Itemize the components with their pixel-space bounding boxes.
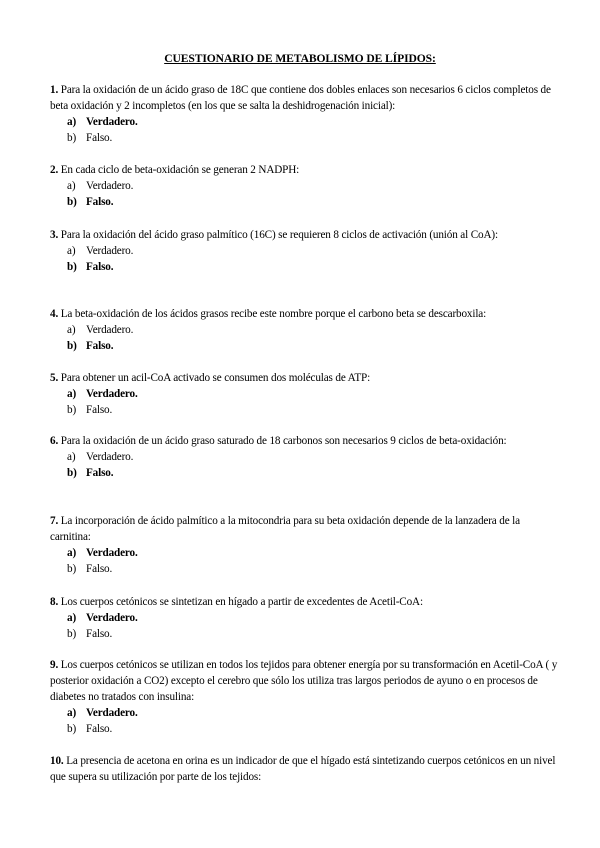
option-b: b) Falso. (67, 132, 113, 144)
question-number: 10. (50, 755, 64, 767)
question-9 (50, 657, 560, 737)
option-a: a) Verdadero. (67, 180, 134, 192)
option-a: a) Verdadero. (67, 707, 138, 719)
option-b: b) Falso. (67, 340, 114, 352)
option-b: b) Falso. (67, 196, 114, 208)
page-title: CUESTIONARIO DE METABOLISMO DE LÍPIDOS: (164, 52, 436, 65)
option-a: a) Verdadero. (67, 451, 134, 463)
question-number: 6. (50, 435, 59, 447)
option-b: b) Falso. (67, 563, 113, 575)
question-number: 7. (50, 515, 59, 527)
question-text: En cada ciclo de beta-oxidación se generan 2 NADPH: (60, 164, 300, 176)
question-10 (50, 753, 560, 785)
question-7 (50, 513, 560, 577)
option-a: a) Verdadero. (67, 547, 138, 559)
question-6 (50, 433, 560, 481)
option-a: a) Verdadero. (67, 612, 138, 624)
option-a: a) Verdadero. (67, 324, 134, 336)
question-text: Para la oxidación de un ácido graso saturado de 18 carbonos son necesarios 9 ciclos de beta-oxidación: (60, 435, 507, 447)
question-number: 9. (50, 659, 59, 671)
option-a: a) Verdadero. (67, 116, 138, 128)
question-text: La beta-oxidación de los ácidos grasos recibe este nombre porque el carbono beta se descarboxila: (60, 308, 487, 320)
question-number: 4. (50, 308, 59, 320)
question-text: La incorporación de ácido palmítico a la mitocondria para su beta oxidación depende de la lanzadera de la carnitina: (50, 515, 520, 543)
question-text: Los cuerpos cetónicos se utilizan en todos los tejidos para obtener energía por su transformación en Acetil-CoA ( y posterior oxidación a CO2) excepto el cerebro que sólo los utiliza tras largos periodos de ayuno o en procesos de diabetes no tratados con insulina: (50, 659, 558, 703)
question-3 (50, 227, 560, 275)
question-4 (50, 306, 560, 354)
question-5 (50, 370, 560, 418)
option-a: a) Verdadero. (67, 245, 134, 257)
question-number: 5. (50, 372, 59, 384)
question-text: Los cuerpos cetónicos se sintetizan en hígado a partir de excedentes de Acetil-CoA: (60, 596, 423, 608)
option-b: b) Falso. (67, 467, 114, 479)
question-text: Para obtener un acil-CoA activado se consumen dos moléculas de ATP: (60, 372, 371, 384)
question-number: 1. (50, 84, 59, 96)
question-text: Para la oxidación de un ácido graso de 18C que contiene dos dobles enlaces son necesarios 6 ciclos completos de beta oxidación y 2 incompletos (en los que se salta la deshidrogenación inicial): (50, 84, 551, 112)
option-a: a) Verdadero. (67, 388, 138, 400)
question-text: La presencia de acetona en orina es un indicador de que el hígado está sintetizando cuerpos cetónicos en un nivel que supera su utilización por parte de los tejidos: (50, 755, 556, 783)
question-1 (50, 82, 560, 146)
question-number: 2. (50, 164, 59, 176)
option-b: b) Falso. (67, 723, 113, 735)
question-2 (50, 162, 560, 210)
question-8 (50, 594, 560, 642)
question-number: 3. (50, 229, 59, 241)
option-b: b) Falso. (67, 261, 114, 273)
option-b: b) Falso. (67, 404, 113, 416)
option-b: b) Falso. (67, 628, 113, 640)
question-text: Para la oxidación del ácido graso palmítico (16C) se requieren 8 ciclos de activación (unión al CoA): (60, 229, 498, 241)
question-number: 8. (50, 596, 59, 608)
